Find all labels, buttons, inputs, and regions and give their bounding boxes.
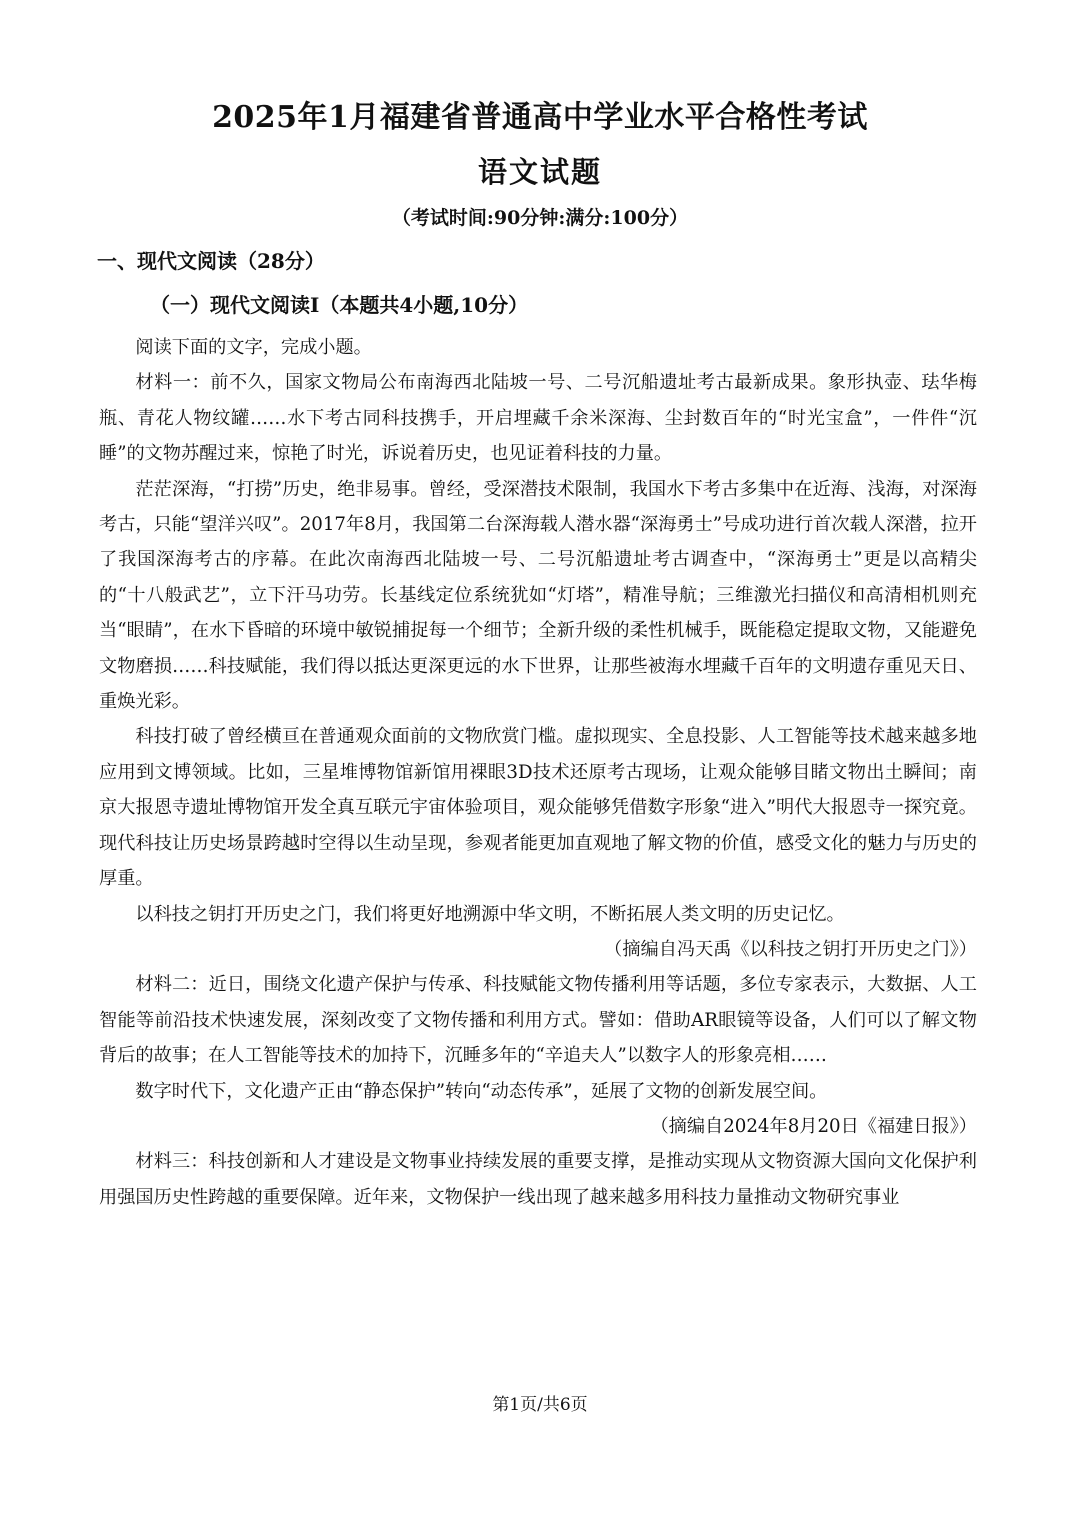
section-heading: 一、现代文阅读（28分）: [97, 249, 325, 273]
source-citation: （摘编自2024年8月20日《福建日报》）: [650, 1115, 977, 1137]
source-citation: （摘编自冯天禹《以科技之钥打开历史之门》）: [604, 938, 977, 960]
passage-paragraph: 材料三：科技创新和人才建设是文物事业持续发展的重要支撑，是推动实现从文物资源大国向文化保护利用强国历史性跨越的重要保障。近年来，文物保护一线出现了越来越多用科技力量推动文物研究事业: [99, 1151, 977, 1208]
reading-passage: [99, 330, 977, 1215]
exam-main-title: 2025年1月福建省普通高中学业水平合格性考试: [212, 100, 868, 135]
passage-paragraph: 材料一：前不久，国家文物局公布南海西北陆坡一号、二号沉船遗址考古最新成果。象形执壶、珐华梅瓶、青花人物纹罐……水下考古同科技携手，开启埋藏千余米深海、尘封数百年的“时光宝盒”，一件件“沉睡”的文物苏醒过来，惊艳了时光，诉说着历史，也见证着科技的力量。: [99, 372, 977, 465]
page-number: 第1页/共6页: [492, 1395, 588, 1415]
passage-instruction: 阅读下面的文字，完成小题。: [135, 337, 372, 358]
exam-time-score-info: （考试时间:90分钟:满分:100分）: [391, 207, 689, 229]
passage-paragraph: 以科技之钥打开历史之门，我们将更好地溯源中华文明，不断拓展人类文明的历史记忆。: [135, 903, 845, 925]
passage-paragraph: 科技打破了曾经横亘在普通观众面前的文物欣赏门槛。虚拟现实、全息投影、人工智能等技术越来越多地应用到文博领域。比如，三星堆博物馆新馆用裸眼3D技术还原考古现场，让观众能够目睹文物出土瞬间；南京大报恩寺遗址博物馆开发全真互联元宇宙体验项目，观众能够凭借数字形象“进入”明代大报恩寺一探究竟。现代科技让历史场景跨越时空得以生动呈现，参观者能更加直观地了解文物的价值，感受文化的魅力与历史的厚重。: [99, 726, 977, 890]
passage-paragraph: 茫茫深海，“打捞”历史，绝非易事。曾经，受深潜技术限制，我国水下考古多集中在近海、浅海，对深海考古，只能“望洋兴叹”。2017年8月，我国第二台深海载人潜水器“深海勇士”号成功进行首次载人深潜，拉开了我国深海考古的序幕。在此次南海西北陆坡一号、二号沉船遗址考古调查中，“深海勇士”更是以高精尖的“十八般武艺”，立下汗马功劳。长基线定位系统犹如“灯塔”，精准导航；三维激光扫描仪和高清相机则充当“眼睛”，在水下昏暗的环境中敏锐捕捉每一个细节；全新升级的柔性机械手，既能稳定提取文物，又能避免文物磨损……科技赋能，我们得以抵达更深更远的水下世界，让那些被海水埋藏千百年的文明遗存重见天日、重焕光彩。: [99, 478, 977, 713]
passage-paragraph: 数字时代下，文化遗产正由“静态保护”转向“动态传承”，延展了文物的创新发展空间。: [135, 1080, 828, 1102]
subsection-heading: （一）现代文阅读Ⅰ（本题共4小题,10分）: [150, 293, 529, 317]
exam-subject-title: 语文试题: [477, 155, 602, 189]
passage-paragraph: 材料二：近日，围绕文化遗产保护与传承、科技赋能文物传播利用等话题，多位专家表示，大数据、人工智能等前沿技术快速发展，深刻改变了文物传播和利用方式。譬如：借助AR眼镜等设备，人们可以了解文物背后的故事；在人工智能等技术的加持下，沉睡多年的“辛追夫人”以数字人的形象亮相……: [99, 974, 977, 1067]
